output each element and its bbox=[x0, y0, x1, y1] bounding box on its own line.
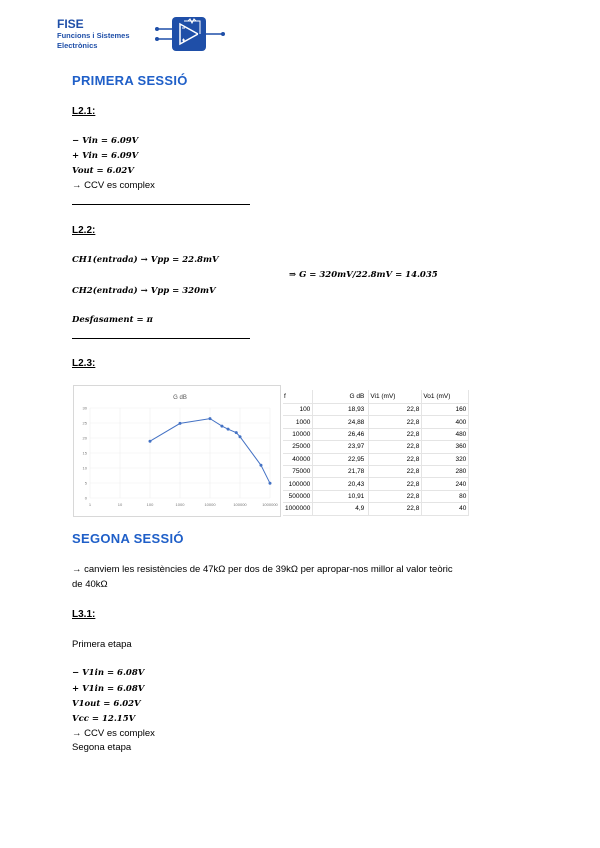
subsection-l23: L2.3: bbox=[72, 358, 96, 369]
table-cell: 10,91 bbox=[313, 490, 369, 502]
table-cell: 100000 bbox=[283, 478, 313, 490]
table-cell: 320 bbox=[422, 453, 469, 465]
table-cell: 22,8 bbox=[369, 416, 422, 428]
l31-line-2: + V1in = 6.08V bbox=[72, 684, 145, 694]
data-point bbox=[149, 440, 152, 443]
y-tick-label: 25 bbox=[82, 420, 87, 426]
measurement-table bbox=[283, 390, 469, 516]
y-tick-label: 15 bbox=[82, 450, 87, 456]
table-cell: 25000 bbox=[283, 441, 313, 453]
table-header-row bbox=[283, 390, 469, 404]
table-cell: 20,43 bbox=[313, 478, 369, 490]
chart-title: G dB bbox=[173, 395, 187, 401]
subsection-l22: L2.2: bbox=[72, 225, 96, 236]
brand-subtitle-line1: Funcions i Sistemes bbox=[57, 31, 130, 40]
x-tick-label: 10000 bbox=[204, 502, 216, 507]
y-tick-label: 5 bbox=[84, 480, 87, 486]
y-tick-label: 20 bbox=[82, 435, 87, 441]
data-point bbox=[179, 422, 182, 425]
data-point bbox=[235, 431, 238, 434]
divider bbox=[72, 338, 250, 339]
l22-ch2: CH2(entrada) → Vpp = 320mV bbox=[72, 286, 216, 296]
table-cell: 22,95 bbox=[313, 453, 369, 465]
col-header-vo1: Vo1 (mV) bbox=[422, 390, 469, 404]
subsection-l21: L2.1: bbox=[72, 106, 96, 117]
table-cell: 22,8 bbox=[369, 428, 422, 440]
col-header-f: f bbox=[283, 390, 313, 404]
table-row bbox=[283, 503, 469, 515]
table-row bbox=[283, 478, 469, 490]
table-cell: 75000 bbox=[283, 465, 313, 477]
x-tick-label: 10 bbox=[117, 502, 123, 507]
brand-subtitle bbox=[57, 31, 130, 51]
table-cell: 100 bbox=[283, 404, 313, 416]
data-point bbox=[209, 417, 212, 420]
l31-stage2: Segona etapa bbox=[72, 742, 132, 753]
l31-note: → CCV es complex bbox=[72, 728, 155, 739]
x-tick-label: 100 bbox=[146, 502, 154, 507]
brand-subtitle-line2: Electrònics bbox=[57, 41, 98, 50]
table-cell: 22,8 bbox=[369, 453, 422, 465]
subsection-l31: L3.1: bbox=[72, 609, 96, 620]
table-cell: 1000000 bbox=[283, 503, 313, 515]
divider bbox=[72, 204, 250, 205]
table-row bbox=[283, 404, 469, 416]
table-row bbox=[283, 428, 469, 440]
data-point bbox=[227, 428, 230, 431]
y-tick-label: 30 bbox=[82, 405, 87, 411]
table-cell: 22,8 bbox=[369, 404, 422, 416]
table-row bbox=[283, 441, 469, 453]
l31-line-4: Vcc = 12.15V bbox=[72, 714, 136, 724]
table-cell: 400 bbox=[422, 416, 469, 428]
table-cell: 4,9 bbox=[313, 503, 369, 515]
table-row bbox=[283, 465, 469, 477]
x-tick-label: 1 bbox=[88, 502, 92, 507]
l22-gain: ⇒ G = 320mV/22.8mV = 14.035 bbox=[289, 270, 438, 280]
table-row bbox=[283, 416, 469, 428]
table-cell: 22,8 bbox=[369, 441, 422, 453]
data-point bbox=[220, 425, 223, 428]
table-cell: 240 bbox=[422, 478, 469, 490]
table-cell: 24,88 bbox=[313, 416, 369, 428]
l31-stage1: Primera etapa bbox=[72, 639, 132, 650]
section-title-first: PRIMERA SESSIÓ bbox=[72, 73, 188, 88]
table-cell: 10000 bbox=[283, 428, 313, 440]
data-point bbox=[269, 482, 272, 485]
x-tick-label: 1000000 bbox=[262, 502, 278, 507]
table-cell: 280 bbox=[422, 465, 469, 477]
l31-line-3: V1out = 6.02V bbox=[72, 699, 141, 709]
table-cell: 22,8 bbox=[369, 465, 422, 477]
table-cell: 360 bbox=[422, 441, 469, 453]
table-cell: 21,78 bbox=[313, 465, 369, 477]
l21-line-3: Vout = 6.02V bbox=[72, 166, 134, 176]
gain-chart-svg bbox=[74, 386, 280, 516]
table-cell: 22,8 bbox=[369, 478, 422, 490]
data-point bbox=[239, 435, 242, 438]
table-cell: 80 bbox=[422, 490, 469, 502]
s2-intro-line2: de 40kΩ bbox=[72, 579, 108, 590]
gain-chart bbox=[73, 385, 281, 517]
table-cell: 480 bbox=[422, 428, 469, 440]
l22-phase: Desfasament = π bbox=[72, 315, 153, 325]
table-cell: 40000 bbox=[283, 453, 313, 465]
col-header-vi1: Vi1 (mV) bbox=[369, 390, 422, 404]
table-cell: 26,46 bbox=[313, 428, 369, 440]
brand-title: FISE bbox=[57, 17, 84, 31]
table-cell: 500000 bbox=[283, 490, 313, 502]
table-cell: 40 bbox=[422, 503, 469, 515]
table-cell: 22,8 bbox=[369, 503, 422, 515]
l21-note: → CCV es complex bbox=[72, 180, 155, 191]
table-row bbox=[283, 490, 469, 502]
section-title-second: SEGONA SESSIÓ bbox=[72, 531, 184, 546]
table-cell: 1000 bbox=[283, 416, 313, 428]
table-row bbox=[283, 453, 469, 465]
x-tick-label: 1000 bbox=[175, 502, 185, 507]
l31-line-1: − V1in = 6.08V bbox=[72, 668, 145, 678]
table-cell: 23,97 bbox=[313, 441, 369, 453]
table-cell: 18,93 bbox=[313, 404, 369, 416]
y-tick-label: 10 bbox=[82, 465, 87, 471]
col-header-gdb: G dB bbox=[313, 390, 369, 404]
s2-intro-line1: → canviem les resistències de 47kΩ per dos de 39kΩ per apropar-nos millor al valor teòric bbox=[72, 564, 453, 575]
data-point bbox=[259, 464, 262, 467]
l22-ch1: CH1(entrada) → Vpp = 22.8mV bbox=[72, 255, 219, 265]
y-tick-label: 0 bbox=[84, 495, 87, 501]
x-tick-label: 100000 bbox=[233, 502, 247, 507]
l21-line-2: + Vin = 6.09V bbox=[72, 151, 139, 161]
table-cell: 22,8 bbox=[369, 490, 422, 502]
l21-line-1: − Vin = 6.09V bbox=[72, 136, 139, 146]
table-cell: 160 bbox=[422, 404, 469, 416]
opamp-logo-icon bbox=[154, 15, 226, 53]
